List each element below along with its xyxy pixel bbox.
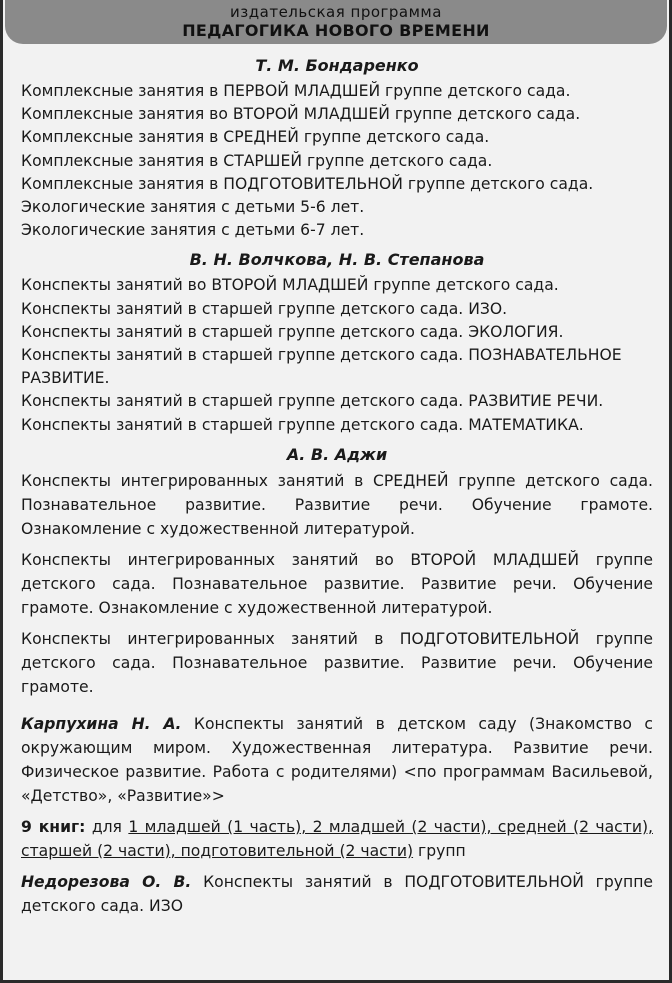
book-entry: Конспекты интегрированных занятий в СРЕДНЕЙ группе детского сада. Познавательное развитие. Развитие речи. Обучение грамоте. Ознакомление с художественной литературой.: [21, 471, 653, 538]
entry-text: Конспекты занятий в ПОДГОТОВИТЕЛЬНОЙ группе детского сада. ИЗО: [21, 872, 653, 915]
section-volchkova-stepanova: [21, 248, 653, 436]
header-title: ПЕДАГОГИКА НОВОГО ВРЕМЕНИ: [182, 21, 490, 40]
book-entry: Конспекты интегрированных занятий в ПОДГОТОВИТЕЛЬНОЙ группе детского сада. Познавательное развитие. Развитие речи. Обучение грамоте.: [21, 629, 653, 696]
book-entry: Комплексные занятия в СТАРШЕЙ группе детского сада.: [21, 151, 493, 170]
author-name: Недорезова О. В.: [21, 872, 192, 891]
author-heading: Т. М. Бондаренко: [255, 56, 419, 75]
book-entry: Комплексные занятия в ПОДГОТОВИТЕЛЬНОЙ группе детского сада.: [21, 174, 594, 193]
book-entry: Конспекты занятий в старшей группе детского сада. ЭКОЛОГИЯ.: [21, 322, 564, 341]
book-entry: Конспекты интегрированных занятий во ВТОРОЙ МЛАДШЕЙ группе детского сада. Познавательное развитие. Развитие речи. Обучение грамоте. Ознакомление с художественной литературой.: [21, 550, 653, 617]
book-entry: Конспекты занятий в старшей группе детского сада. РАЗВИТИЕ РЕЧИ.: [21, 392, 604, 411]
section-bondarenko: [21, 54, 653, 242]
section-adzhi: [21, 443, 653, 699]
program-header: [5, 0, 667, 44]
books-groups: 1 младшей (1 часть), 2 младшей (2 части), средней (2 части), старшей (2 части), подготовительной (2 части): [21, 817, 653, 860]
entry-text: Конспекты занятий в детском саду (Знакомство с окружающим миром. Художественная литература. Развитие речи. Физическое развитие. Работа с родителями) <по программам Васильевой, «Детство», «Развитие»>: [21, 714, 653, 805]
book-entry: Экологические занятия с детьми 5-6 лет.: [21, 198, 365, 217]
book-entry: Конспекты занятий во ВТОРОЙ МЛАДШЕЙ группе детского сада.: [21, 276, 559, 295]
header-subtitle: издательская программа: [230, 3, 442, 21]
catalog-content: [3, 44, 669, 918]
author-heading: А. В. Аджи: [286, 444, 388, 464]
book-entry: Конспекты занятий в старшей группе детского сада. ПОЗНАВАТЕЛЬНОЕ РАЗВИТИЕ.: [21, 346, 622, 388]
book-entry: Конспекты занятий в старшей группе детского сада. ИЗО.: [21, 299, 508, 318]
book-entry: Комплексные занятия в ПЕРВОЙ МЛАДШЕЙ группе детского сада.: [21, 82, 571, 100]
books-pre: для: [91, 817, 122, 836]
author-heading: В. Н. Волчкова, Н. В. Степанова: [189, 250, 485, 270]
books-post: групп: [418, 841, 466, 860]
entry-karpukhina: [21, 712, 653, 808]
author-name: Карпухина Н. А.: [21, 714, 182, 733]
book-entry: Комплексные занятия в СРЕДНЕЙ группе детского сада.: [21, 128, 490, 147]
entry-nine-books: [21, 815, 653, 863]
book-entry: Экологические занятия с детьми 6-7 лет.: [21, 221, 365, 240]
book-entry: Конспекты занятий в старшей группе детского сада. МАТЕМАТИКА.: [21, 415, 584, 434]
entry-nedorezova: [21, 870, 653, 918]
book-entry: Комплексные занятия во ВТОРОЙ МЛАДШЕЙ группе детского сада.: [21, 105, 581, 124]
books-count: 9 книг:: [21, 817, 86, 836]
